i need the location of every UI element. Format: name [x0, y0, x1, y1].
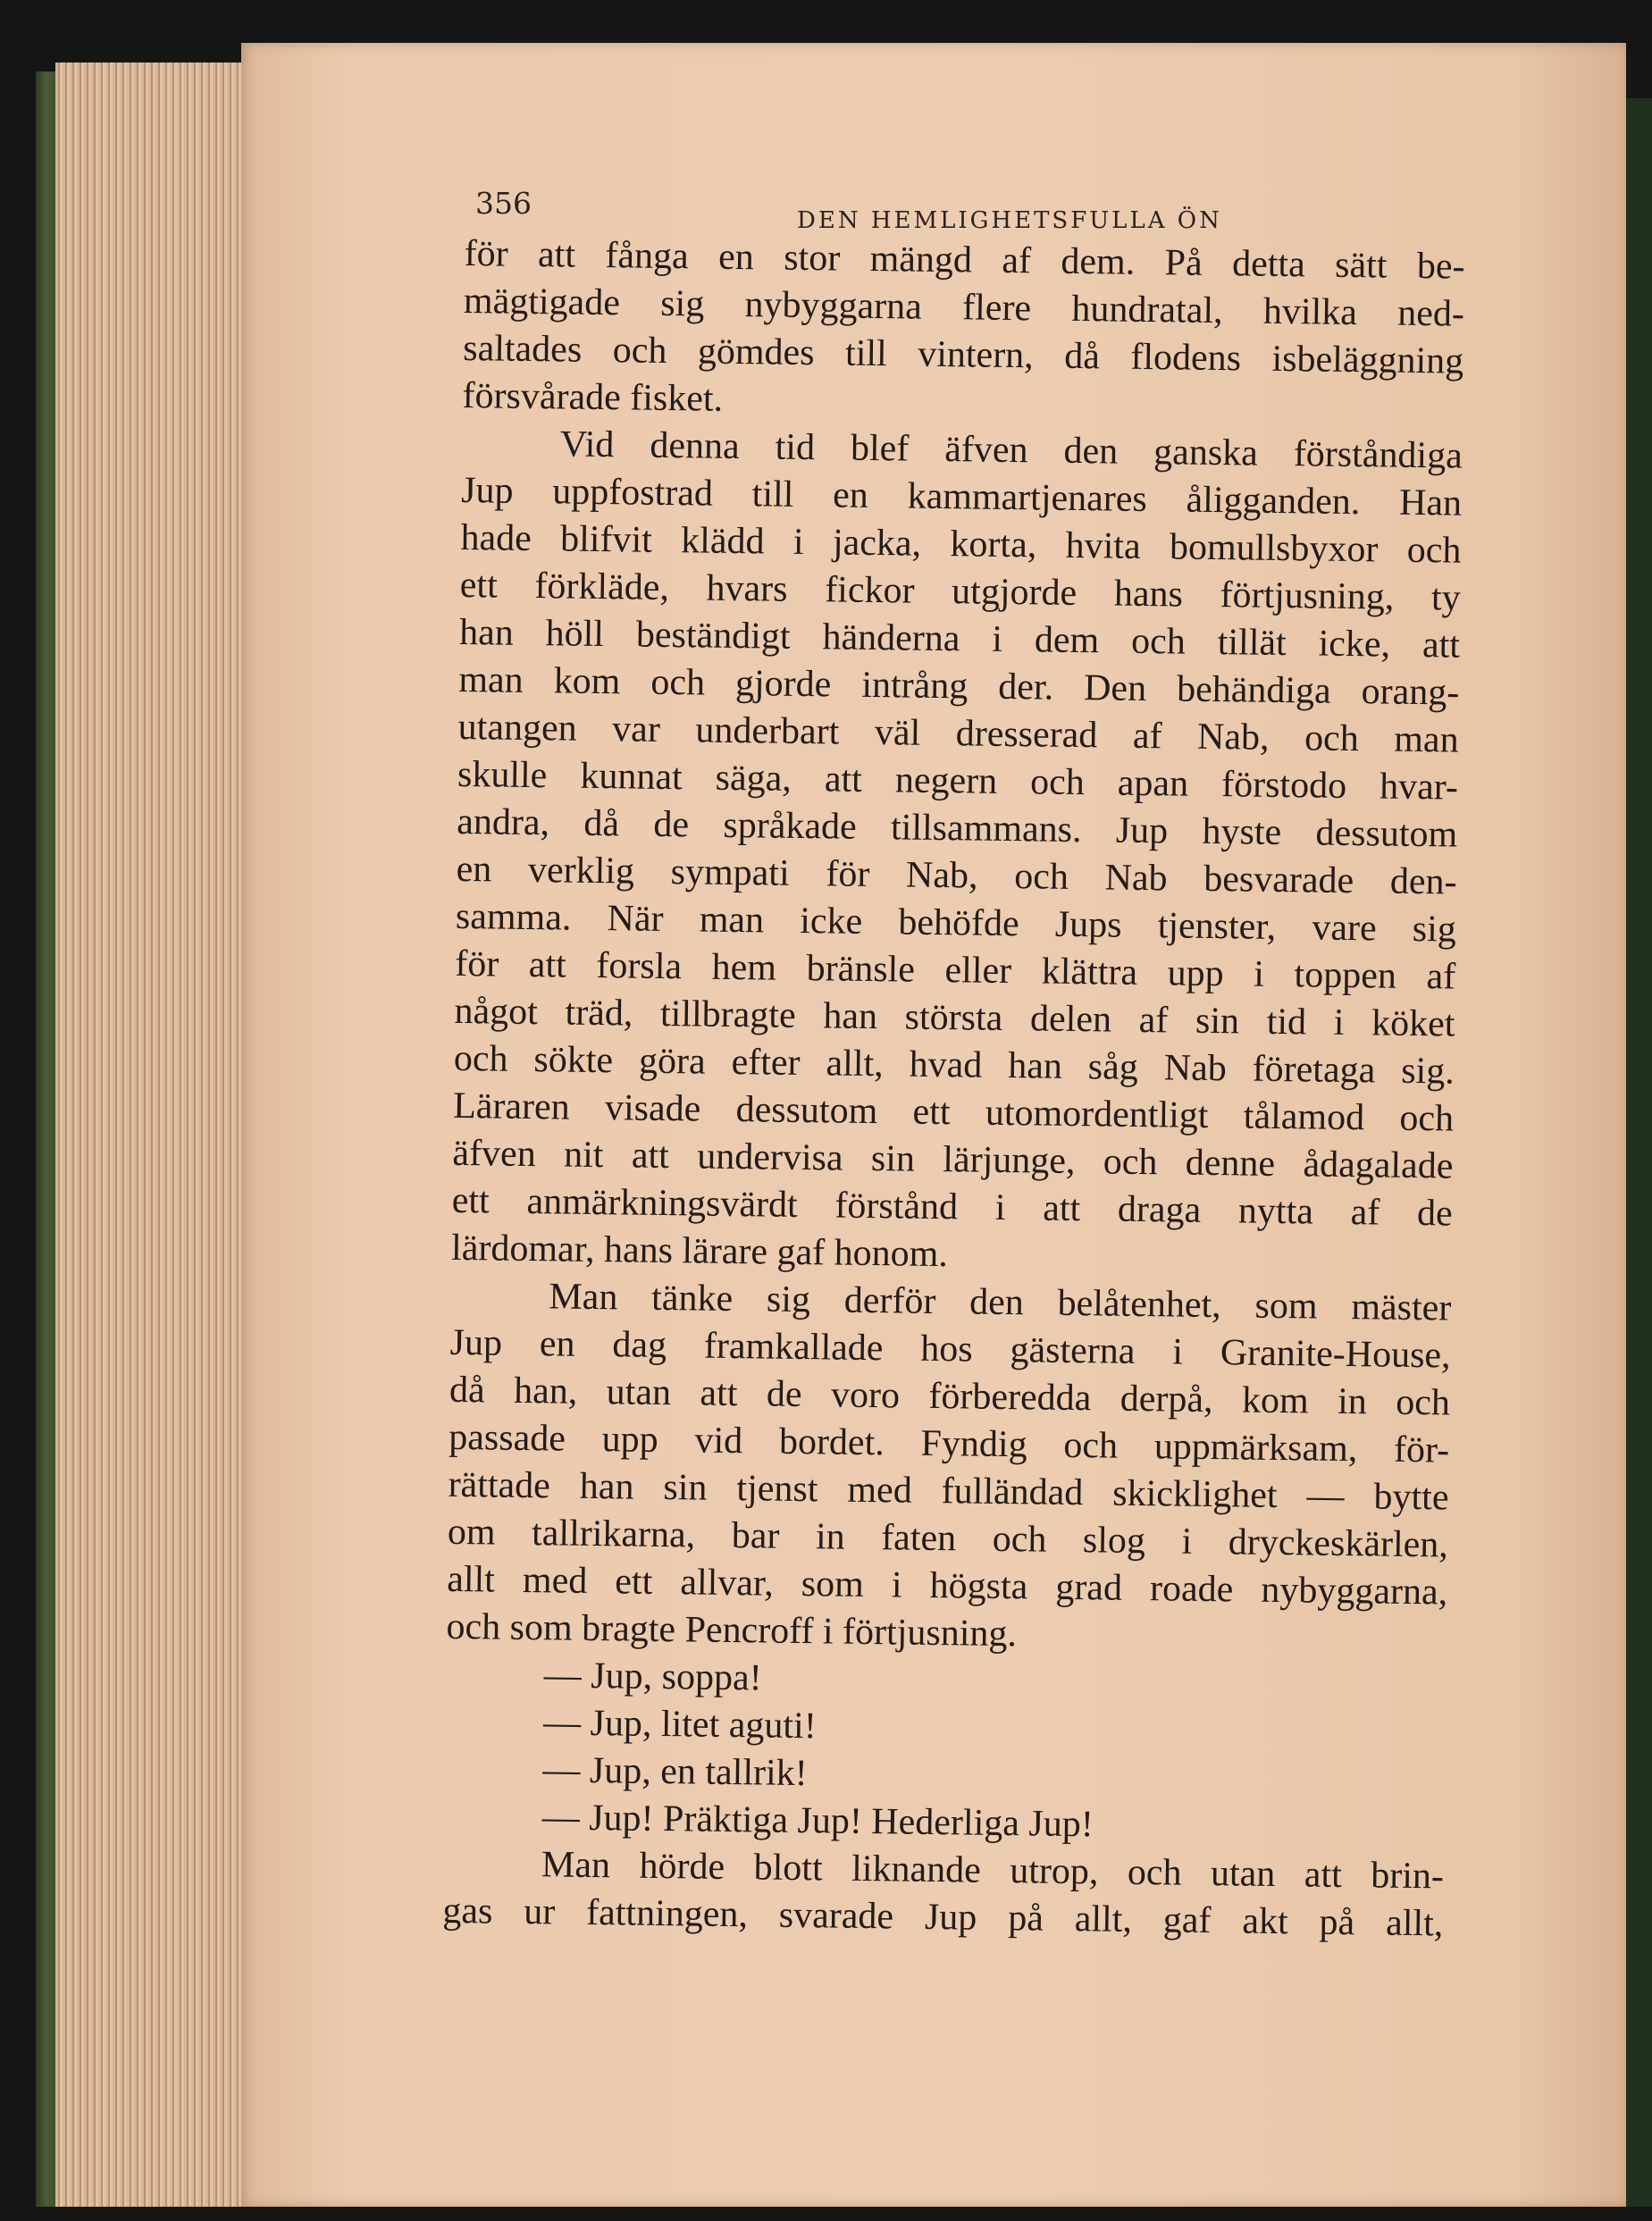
- text-line: rättade han sin tjenst med fulländad skicklighet — bytte: [448, 1463, 1449, 1519]
- dialogue-line: — Jup, en tallrik!: [542, 1749, 809, 1795]
- text-line: för att forsla hem bränsle eller klättra upp i toppen af: [454, 943, 1456, 998]
- text-line: och som bragte Pencroff i förtjusning.: [446, 1605, 1018, 1655]
- page-header: [241, 148, 1626, 234]
- dialogue-line: — Jup, litet aguti!: [542, 1702, 818, 1747]
- text-line: och sökte göra efter allt, hvad han såg Nab företaga sig.: [453, 1037, 1455, 1093]
- text-line: samma. När man icke behöfde Jups tjenster, vare sig: [455, 895, 1457, 951]
- text-line: något träd, tillbragte han största delen af sin tid i köket: [454, 990, 1455, 1045]
- text-line: ett anmärkningsvärdt förstånd i att draga nytta af de: [451, 1179, 1453, 1235]
- text-line: mägtigade sig nybyggarna flere hundratal, hvilka ned-: [463, 280, 1465, 335]
- text-line: försvårade fisket.: [462, 374, 724, 420]
- text-line: en verklig sympati för Nab, och Nab besvarade den-: [456, 848, 1457, 903]
- text-line: lärdomar, hans lärare gaf honom.: [450, 1227, 949, 1276]
- text-line: passade upp vid bordet. Fyndig och uppmärksam, för-: [449, 1416, 1450, 1471]
- text-line: andra, då de språkade tillsammans. Jup hyste dessutom: [457, 800, 1458, 856]
- text-line: då han, utan att de voro förberedda derpå, kom in och: [449, 1369, 1451, 1424]
- page-number: 356: [475, 186, 532, 221]
- text-line: om tallrikarna, bar in faten och slog i dryckeskärlen,: [447, 1511, 1449, 1566]
- text-line: hade blifvit klädd i jacka, korta, hvita bomullsbyxor och: [460, 516, 1462, 572]
- text-line: han höll beständigt händerna i dem och tillät icke, att: [458, 611, 1461, 666]
- text-line: Jup en dag framkallade hos gästerna i Granite-House,: [449, 1321, 1451, 1377]
- text-line: Man hörde blott liknande utrop, och utan att brin-: [541, 1844, 1445, 1898]
- text-line: man kom och gjorde intrång der. Den behändiga orang-: [458, 658, 1460, 714]
- text-line: äfven nit att undervisa sin lärjunge, och denne ådagalade: [452, 1132, 1454, 1187]
- page-edges: [55, 63, 250, 2207]
- body-text: [442, 230, 1465, 1948]
- text-line: allt med ett allvar, som i högsta grad roade nybyggarna,: [446, 1558, 1448, 1613]
- text-line: gas ur fattningen, svarade Jup på allt, gaf akt på allt,: [442, 1890, 1444, 1945]
- dialogue-line: — Jup! Präktiga Jup! Hederliga Jup!: [541, 1797, 1094, 1846]
- text-line: Man tänke sig derför den belåtenhet, som mäster: [549, 1276, 1452, 1329]
- text-line: Läraren visade dessutom ett utomordentligt tålamod och: [452, 1085, 1455, 1140]
- text-line: utangen var underbart väl dresserad af Nab, och man: [457, 706, 1459, 761]
- book-page: [241, 43, 1626, 2207]
- dialogue-line: — Jup, soppa!: [543, 1655, 762, 1699]
- text-line: Jup uppfostrad till en kammartjenares åligganden. Han: [460, 469, 1463, 524]
- text-line: skulle kunnat säga, att negern och apan förstodo hvar-: [457, 753, 1459, 809]
- running-title: DEN HEMLIGHETSFULLA ÖN: [797, 207, 1222, 234]
- text-line: saltades och gömdes till vintern, då flodens isbeläggning: [462, 327, 1464, 382]
- text-line: ett förkläde, hvars fickor utgjorde hans förtjusning, ty: [459, 564, 1462, 619]
- text-line: för att fånga en stor mängd af dem. På detta sätt be-: [464, 232, 1465, 288]
- text-line: Vid denna tid blef äfven den ganska förståndiga: [559, 423, 1463, 477]
